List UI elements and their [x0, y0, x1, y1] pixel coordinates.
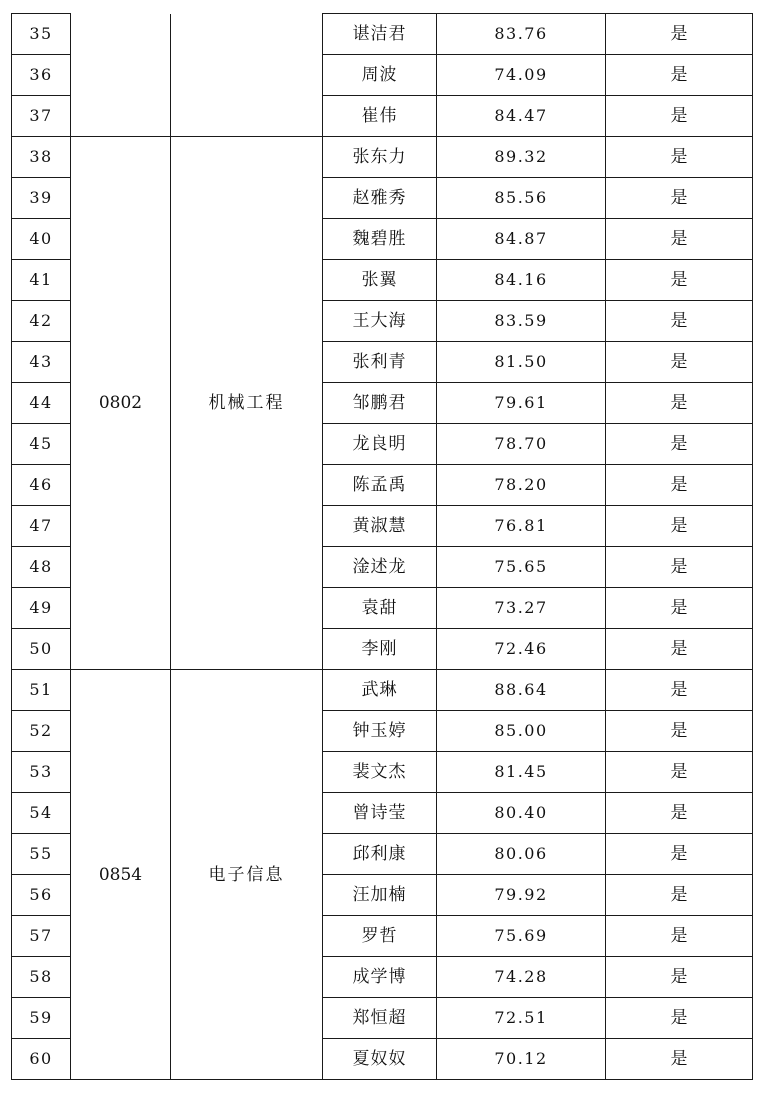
score-cell: 80.06 [437, 834, 606, 875]
qualified-cell: 是 [606, 916, 753, 957]
candidate-name-cell: 崔伟 [323, 96, 437, 137]
qualified-cell: 是 [606, 711, 753, 752]
score-cell: 83.59 [437, 301, 606, 342]
qualified-cell: 是 [606, 383, 753, 424]
row-number-cell: 57 [12, 916, 71, 957]
candidate-name-cell: 淦述龙 [323, 547, 437, 588]
qualified-cell: 是 [606, 629, 753, 670]
candidate-name-cell: 钟玉婷 [323, 711, 437, 752]
row-number-cell: 37 [12, 96, 71, 137]
qualified-cell: 是 [606, 178, 753, 219]
qualified-cell: 是 [606, 875, 753, 916]
candidate-name-cell: 武琳 [323, 670, 437, 711]
score-cell: 85.56 [437, 178, 606, 219]
score-cell: 76.81 [437, 506, 606, 547]
results-table [11, 13, 753, 1080]
score-cell: 89.32 [437, 137, 606, 178]
score-cell: 79.61 [437, 383, 606, 424]
score-cell: 70.12 [437, 1039, 606, 1080]
candidate-name-cell: 赵雅秀 [323, 178, 437, 219]
score-cell: 72.51 [437, 998, 606, 1039]
score-cell: 74.09 [437, 55, 606, 96]
row-number-cell: 36 [12, 55, 71, 96]
row-number-cell: 48 [12, 547, 71, 588]
score-cell: 80.40 [437, 793, 606, 834]
qualified-cell: 是 [606, 137, 753, 178]
candidate-name-cell: 汪加楠 [323, 875, 437, 916]
candidate-name-cell: 郑恒超 [323, 998, 437, 1039]
major-name-cell: 机械工程 [171, 137, 323, 670]
row-number-cell: 38 [12, 137, 71, 178]
score-cell: 88.64 [437, 670, 606, 711]
qualified-cell: 是 [606, 793, 753, 834]
candidate-name-cell: 裴文杰 [323, 752, 437, 793]
candidate-name-cell: 李刚 [323, 629, 437, 670]
score-cell: 78.20 [437, 465, 606, 506]
candidate-name-cell: 黄淑慧 [323, 506, 437, 547]
candidate-name-cell: 袁甜 [323, 588, 437, 629]
candidate-name-cell: 张利青 [323, 342, 437, 383]
score-cell: 79.92 [437, 875, 606, 916]
candidate-name-cell: 谌洁君 [323, 14, 437, 55]
candidate-name-cell: 陈孟禹 [323, 465, 437, 506]
major-name-cell [171, 14, 323, 137]
score-cell: 75.65 [437, 547, 606, 588]
qualified-cell: 是 [606, 834, 753, 875]
qualified-cell: 是 [606, 957, 753, 998]
qualified-cell: 是 [606, 55, 753, 96]
score-cell: 83.76 [437, 14, 606, 55]
score-cell: 73.27 [437, 588, 606, 629]
qualified-cell: 是 [606, 14, 753, 55]
qualified-cell: 是 [606, 1039, 753, 1080]
row-number-cell: 43 [12, 342, 71, 383]
qualified-cell: 是 [606, 547, 753, 588]
row-number-cell: 42 [12, 301, 71, 342]
qualified-cell: 是 [606, 506, 753, 547]
candidate-name-cell: 周波 [323, 55, 437, 96]
row-number-cell: 39 [12, 178, 71, 219]
row-number-cell: 41 [12, 260, 71, 301]
row-number-cell: 58 [12, 957, 71, 998]
qualified-cell: 是 [606, 301, 753, 342]
row-number-cell: 47 [12, 506, 71, 547]
row-number-cell: 51 [12, 670, 71, 711]
score-cell: 78.70 [437, 424, 606, 465]
candidate-name-cell: 成学博 [323, 957, 437, 998]
major-code-cell [71, 14, 171, 137]
table-row [12, 670, 753, 711]
score-cell: 72.46 [437, 629, 606, 670]
row-number-cell: 50 [12, 629, 71, 670]
qualified-cell: 是 [606, 260, 753, 301]
row-number-cell: 49 [12, 588, 71, 629]
qualified-cell: 是 [606, 670, 753, 711]
qualified-cell: 是 [606, 465, 753, 506]
results-table-container [11, 13, 752, 1080]
qualified-cell: 是 [606, 998, 753, 1039]
candidate-name-cell: 张翼 [323, 260, 437, 301]
score-cell: 74.28 [437, 957, 606, 998]
score-cell: 81.45 [437, 752, 606, 793]
candidate-name-cell: 王大海 [323, 301, 437, 342]
row-number-cell: 56 [12, 875, 71, 916]
candidate-name-cell: 邹鹏君 [323, 383, 437, 424]
score-cell: 75.69 [437, 916, 606, 957]
row-number-cell: 46 [12, 465, 71, 506]
score-cell: 84.16 [437, 260, 606, 301]
candidate-name-cell: 张东力 [323, 137, 437, 178]
candidate-name-cell: 邱利康 [323, 834, 437, 875]
score-cell: 81.50 [437, 342, 606, 383]
qualified-cell: 是 [606, 424, 753, 465]
qualified-cell: 是 [606, 752, 753, 793]
qualified-cell: 是 [606, 96, 753, 137]
candidate-name-cell: 罗哲 [323, 916, 437, 957]
score-cell: 84.87 [437, 219, 606, 260]
table-row [12, 137, 753, 178]
candidate-name-cell: 夏奴奴 [323, 1039, 437, 1080]
row-number-cell: 44 [12, 383, 71, 424]
candidate-name-cell: 魏碧胜 [323, 219, 437, 260]
score-cell: 85.00 [437, 711, 606, 752]
qualified-cell: 是 [606, 342, 753, 383]
candidate-name-cell: 曾诗莹 [323, 793, 437, 834]
candidate-name-cell: 龙良明 [323, 424, 437, 465]
row-number-cell: 60 [12, 1039, 71, 1080]
table-row [12, 14, 753, 55]
qualified-cell: 是 [606, 219, 753, 260]
results-table-body [12, 14, 753, 1080]
row-number-cell: 35 [12, 14, 71, 55]
major-name-cell: 电子信息 [171, 670, 323, 1080]
qualified-cell: 是 [606, 588, 753, 629]
row-number-cell: 52 [12, 711, 71, 752]
major-code-cell: 0802 [71, 137, 171, 670]
score-cell: 84.47 [437, 96, 606, 137]
row-number-cell: 45 [12, 424, 71, 465]
row-number-cell: 55 [12, 834, 71, 875]
row-number-cell: 54 [12, 793, 71, 834]
row-number-cell: 53 [12, 752, 71, 793]
major-code-cell: 0854 [71, 670, 171, 1080]
row-number-cell: 40 [12, 219, 71, 260]
row-number-cell: 59 [12, 998, 71, 1039]
